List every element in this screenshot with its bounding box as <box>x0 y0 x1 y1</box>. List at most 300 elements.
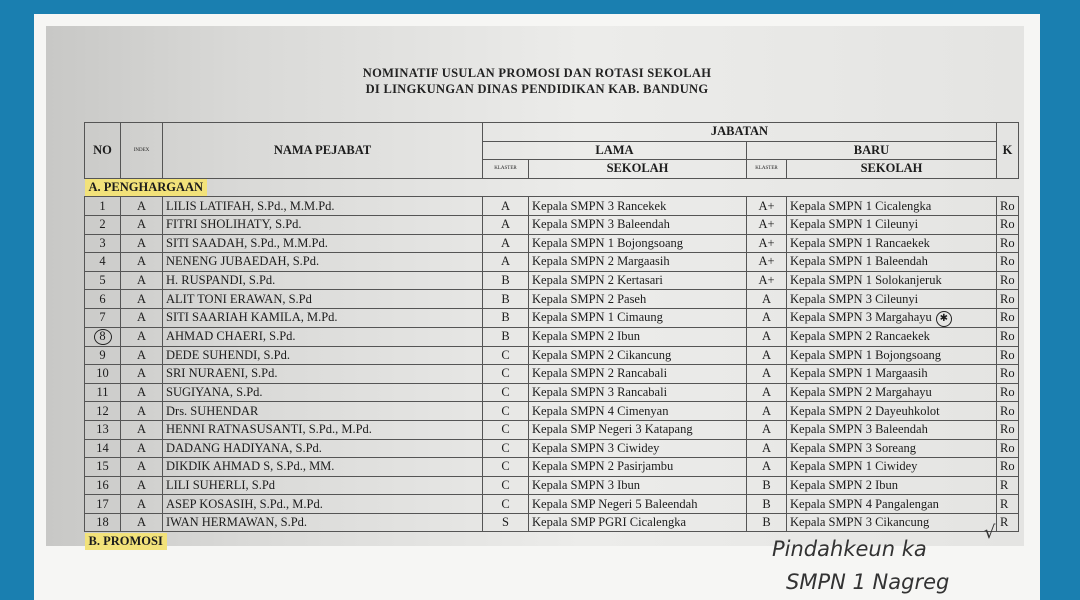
row-nama-pejabat-text: NENENG JUBAEDAH, S.Pd. <box>166 254 320 269</box>
row-klaster-baru <box>747 420 787 439</box>
row-klaster-lama-text: B <box>501 310 510 325</box>
row-klaster-lama <box>483 365 529 384</box>
row-sekolah-baru <box>787 439 997 458</box>
row-number-text: 13 <box>96 422 109 437</box>
row-nama-pejabat-text: SUGIYANA, S.Pd. <box>166 385 263 400</box>
row-keterangan <box>997 420 1019 439</box>
row-nama-pejabat-text: SITI SAADAH, S.Pd., M.M.Pd. <box>166 235 328 250</box>
row-number <box>85 253 121 272</box>
row-number-text: 8 <box>99 329 106 344</box>
row-number-text: 3 <box>99 235 106 250</box>
table-row <box>85 271 1019 290</box>
row-sekolah-lama <box>529 439 747 458</box>
row-sekolah-baru-text: Kepala SMPN 1 Ciwidey <box>790 459 918 474</box>
row-klaster-baru <box>747 234 787 253</box>
row-index-text: A <box>136 496 147 511</box>
row-index <box>121 308 163 327</box>
row-nama-pejabat <box>163 513 483 532</box>
row-number-text: 9 <box>99 347 106 362</box>
row-nama-pejabat <box>163 234 483 253</box>
row-number <box>85 383 121 402</box>
section-a-label: A. PENGHARGAAN <box>85 179 208 196</box>
header-ket: K <box>997 123 1019 179</box>
row-nama-pejabat-text: DADANG HADIYANA, S.Pd. <box>166 440 322 455</box>
row-sekolah-baru <box>787 420 997 439</box>
row-sekolah-lama <box>529 271 747 290</box>
row-keterangan-text: Ro <box>1000 422 1015 437</box>
row-nama-pejabat-text: DIKDIK AHMAD S, S.Pd., MM. <box>166 459 335 474</box>
row-keterangan <box>997 439 1019 458</box>
row-keterangan <box>997 476 1019 495</box>
row-klaster-lama <box>483 458 529 477</box>
row-nama-pejabat <box>163 495 483 514</box>
row-klaster-baru <box>747 402 787 421</box>
row-nama-pejabat <box>163 420 483 439</box>
row-klaster-baru-text: A <box>761 329 772 344</box>
row-sekolah-lama-text: Kepala SMPN 2 Kertasari <box>532 273 663 288</box>
row-index <box>121 365 163 384</box>
row-number <box>85 290 121 309</box>
row-sekolah-baru-text: Kepala SMPN 1 Baleendah <box>790 254 928 269</box>
row-klaster-lama <box>483 513 529 532</box>
row-klaster-lama <box>483 439 529 458</box>
row-index <box>121 458 163 477</box>
row-klaster-lama-text: C <box>501 403 510 418</box>
row-nama-pejabat <box>163 365 483 384</box>
circled-number-mark <box>94 329 112 345</box>
row-sekolah-baru-text: Kepala SMPN 2 Dayeuhkolot <box>790 403 940 418</box>
row-index-text: A <box>136 459 147 474</box>
row-index-text: A <box>136 217 147 232</box>
row-klaster-baru <box>747 439 787 458</box>
row-nama-pejabat <box>163 439 483 458</box>
row-index <box>121 346 163 365</box>
row-klaster-lama <box>483 402 529 421</box>
row-klaster-lama <box>483 495 529 514</box>
row-sekolah-lama-text: Kepala SMPN 4 Cimenyan <box>532 403 669 418</box>
row-number-text: 16 <box>96 477 109 492</box>
row-sekolah-baru <box>787 271 997 290</box>
header-row-1 <box>85 123 1019 142</box>
row-index-text: A <box>136 347 147 362</box>
row-index-text: A <box>136 235 147 250</box>
table-row <box>85 365 1019 384</box>
row-sekolah-baru-text: Kepala SMPN 3 Cileunyi <box>790 291 919 306</box>
row-sekolah-baru-text: Kepala SMPN 3 Baleendah <box>790 422 928 437</box>
row-sekolah-lama <box>529 327 747 346</box>
row-klaster-lama-text: C <box>501 385 510 400</box>
row-nama-pejabat-text: LILI SUHERLI, S.Pd <box>166 477 276 492</box>
row-keterangan-text: R <box>1000 477 1009 492</box>
row-index <box>121 476 163 495</box>
header-sekolah-baru: SEKOLAH <box>787 160 997 179</box>
row-sekolah-lama <box>529 308 747 327</box>
nominatif-table <box>84 122 1019 550</box>
row-keterangan-text: Ro <box>1000 459 1015 474</box>
row-number <box>85 513 121 532</box>
row-number-text: 2 <box>99 217 106 232</box>
row-klaster-baru-text: B <box>762 515 771 530</box>
row-klaster-lama-text: B <box>501 291 510 306</box>
row-klaster-baru <box>747 383 787 402</box>
table-row <box>85 253 1019 272</box>
row-keterangan-text: Ro <box>1000 291 1015 306</box>
row-keterangan-text: Ro <box>1000 403 1015 418</box>
row-sekolah-baru <box>787 383 997 402</box>
row-nama-pejabat <box>163 402 483 421</box>
row-number <box>85 215 121 234</box>
row-keterangan <box>997 458 1019 477</box>
row-sekolah-baru <box>787 495 997 514</box>
row-index-text: A <box>136 310 147 325</box>
row-klaster-baru <box>747 365 787 384</box>
asterisk-mark-icon: ✱ <box>936 311 952 327</box>
header-klaster-baru: KLASTER <box>747 160 787 179</box>
header-index: INDEX <box>121 123 163 179</box>
row-index <box>121 271 163 290</box>
row-sekolah-baru <box>787 290 997 309</box>
header-sekolah-lama: SEKOLAH <box>529 160 747 179</box>
row-index <box>121 495 163 514</box>
row-number <box>85 308 121 327</box>
row-klaster-lama-text: C <box>501 366 510 381</box>
row-index-text: A <box>136 385 147 400</box>
row-klaster-baru-text: A <box>761 366 772 381</box>
row-sekolah-lama-text: Kepala SMP PGRI Cicalengka <box>532 515 687 530</box>
header-jabatan: JABATAN <box>483 123 997 142</box>
row-sekolah-lama <box>529 346 747 365</box>
row-number <box>85 271 121 290</box>
row-klaster-baru-text: A+ <box>758 273 775 288</box>
row-number <box>85 458 121 477</box>
row-klaster-lama <box>483 253 529 272</box>
header-baru: BARU <box>747 141 997 160</box>
row-nama-pejabat-text: IWAN HERMAWAN, S.Pd. <box>166 515 308 530</box>
row-sekolah-lama <box>529 458 747 477</box>
row-klaster-lama <box>483 476 529 495</box>
row-nama-pejabat <box>163 197 483 216</box>
row-klaster-lama <box>483 327 529 346</box>
section-b-label: B. PROMOSI <box>85 533 167 550</box>
paper-sheet <box>34 14 1040 600</box>
row-number-text: 5 <box>99 273 106 288</box>
row-klaster-lama <box>483 420 529 439</box>
row-index <box>121 290 163 309</box>
handwritten-checkmark: √ <box>984 522 996 543</box>
row-sekolah-lama <box>529 290 747 309</box>
row-nama-pejabat <box>163 253 483 272</box>
row-sekolah-lama-text: Kepala SMPN 2 Margaasih <box>532 254 670 269</box>
row-keterangan <box>997 346 1019 365</box>
row-klaster-lama <box>483 271 529 290</box>
row-sekolah-lama <box>529 402 747 421</box>
row-nama-pejabat-text: FITRI SHOLIHATY, S.Pd. <box>166 217 302 232</box>
row-number <box>85 197 121 216</box>
row-number <box>85 234 121 253</box>
row-nama-pejabat-text: HENNI RATNASUSANTI, S.Pd., M.Pd. <box>166 422 372 437</box>
row-number-text: 6 <box>99 291 106 306</box>
row-sekolah-lama-text: Kepala SMP Negeri 5 Baleendah <box>532 496 698 511</box>
row-index <box>121 420 163 439</box>
row-nama-pejabat-text: ALIT TONI ERAWAN, S.Pd <box>166 291 312 306</box>
row-klaster-baru-text: B <box>762 496 771 511</box>
row-keterangan <box>997 197 1019 216</box>
row-sekolah-lama <box>529 420 747 439</box>
row-number <box>85 495 121 514</box>
row-number-text: 7 <box>99 310 106 325</box>
row-klaster-lama-text: C <box>501 347 510 362</box>
row-index <box>121 513 163 532</box>
row-keterangan-text: Ro <box>1000 198 1015 213</box>
row-klaster-lama-text: C <box>501 422 510 437</box>
row-index <box>121 197 163 216</box>
row-klaster-baru-text: A <box>761 385 772 400</box>
row-keterangan-text: Ro <box>1000 254 1015 269</box>
row-nama-pejabat-text: LILIS LATIFAH, S.Pd., M.M.Pd. <box>166 198 335 213</box>
row-keterangan <box>997 215 1019 234</box>
row-number-text: 14 <box>96 440 109 455</box>
row-klaster-baru-text: A+ <box>758 235 775 250</box>
row-index <box>121 253 163 272</box>
row-keterangan-text: Ro <box>1000 235 1015 250</box>
row-sekolah-lama-text: Kepala SMPN 2 Rancabali <box>532 366 668 381</box>
row-sekolah-baru <box>787 327 997 346</box>
row-number <box>85 327 121 346</box>
row-index <box>121 327 163 346</box>
row-sekolah-baru-text: Kepala SMPN 3 Margahayu <box>790 309 932 324</box>
header-no: NO <box>85 123 121 179</box>
row-index <box>121 439 163 458</box>
row-klaster-lama-text: C <box>501 459 510 474</box>
document-title-line2: DI LINGKUNGAN DINAS PENDIDIKAN KAB. BANDUNG <box>365 82 709 96</box>
row-sekolah-baru <box>787 234 997 253</box>
row-index <box>121 383 163 402</box>
row-index <box>121 215 163 234</box>
row-sekolah-lama-text: Kepala SMPN 1 Bojongsoang <box>532 235 684 250</box>
row-sekolah-lama <box>529 513 747 532</box>
row-index-text: A <box>136 198 147 213</box>
row-sekolah-baru-text: Kepala SMPN 1 Margaasih <box>790 366 928 381</box>
row-klaster-baru <box>747 308 787 327</box>
row-sekolah-baru-text: Kepala SMPN 1 Cicalengka <box>790 198 932 213</box>
row-index-text: A <box>136 422 147 437</box>
header-nama-pejabat: NAMA PEJABAT <box>163 123 483 179</box>
table-row <box>85 420 1019 439</box>
row-sekolah-baru-text: Kepala SMPN 1 Cileunyi <box>790 217 919 232</box>
row-sekolah-baru <box>787 346 997 365</box>
row-sekolah-baru-text: Kepala SMPN 2 Ibun <box>790 477 898 492</box>
table-row <box>85 234 1019 253</box>
row-number <box>85 365 121 384</box>
row-klaster-baru <box>747 253 787 272</box>
row-klaster-lama-text: A <box>500 198 511 213</box>
row-keterangan <box>997 308 1019 327</box>
row-number <box>85 476 121 495</box>
row-sekolah-lama <box>529 495 747 514</box>
row-keterangan <box>997 495 1019 514</box>
row-sekolah-baru <box>787 215 997 234</box>
row-number-text: 10 <box>96 366 109 381</box>
handwritten-note-line2: SMPN 1 Nagreg <box>786 570 950 594</box>
row-sekolah-lama-text: Kepala SMPN 2 Cikancung <box>532 347 672 362</box>
row-keterangan <box>997 290 1019 309</box>
row-klaster-lama-text: B <box>501 329 510 344</box>
row-klaster-baru <box>747 290 787 309</box>
row-sekolah-lama <box>529 197 747 216</box>
table-row <box>85 458 1019 477</box>
row-index-text: A <box>136 366 147 381</box>
row-klaster-lama <box>483 383 529 402</box>
row-index-text: A <box>136 477 147 492</box>
row-klaster-baru-text: A <box>761 403 772 418</box>
row-keterangan-text: Ro <box>1000 310 1015 325</box>
table-row <box>85 476 1019 495</box>
row-klaster-baru <box>747 513 787 532</box>
row-number-text: 4 <box>99 254 106 269</box>
row-sekolah-baru <box>787 402 997 421</box>
row-klaster-baru <box>747 346 787 365</box>
row-klaster-lama-text: A <box>500 254 511 269</box>
row-keterangan-text: R <box>1000 496 1009 511</box>
row-sekolah-lama <box>529 365 747 384</box>
row-keterangan <box>997 383 1019 402</box>
row-nama-pejabat-text: DEDE SUHENDI, S.Pd. <box>166 347 290 362</box>
table-row <box>85 402 1019 421</box>
row-keterangan <box>997 327 1019 346</box>
row-nama-pejabat <box>163 290 483 309</box>
table-row <box>85 346 1019 365</box>
row-sekolah-lama-text: Kepala SMPN 3 Baleendah <box>532 217 670 232</box>
row-klaster-baru <box>747 495 787 514</box>
table-row <box>85 513 1019 532</box>
row-number-text: 17 <box>96 496 109 511</box>
row-klaster-baru-text: A+ <box>758 217 775 232</box>
row-klaster-lama-text: A <box>500 217 511 232</box>
row-klaster-lama <box>483 290 529 309</box>
row-index-text: A <box>136 273 147 288</box>
row-keterangan <box>997 234 1019 253</box>
row-keterangan-text: Ro <box>1000 329 1015 344</box>
row-keterangan <box>997 402 1019 421</box>
table-row <box>85 495 1019 514</box>
table-row <box>85 327 1019 346</box>
row-number-text: 12 <box>96 403 109 418</box>
row-sekolah-baru <box>787 365 997 384</box>
row-sekolah-lama-text: Kepala SMPN 2 Ibun <box>532 329 640 344</box>
row-nama-pejabat-text: AHMAD CHAERI, S.Pd. <box>166 329 296 344</box>
row-sekolah-lama-text: Kepala SMPN 3 Rancabali <box>532 385 668 400</box>
row-sekolah-lama-text: Kepala SMPN 1 Cimaung <box>532 310 663 325</box>
table-row <box>85 215 1019 234</box>
row-index-text: A <box>136 329 147 344</box>
row-sekolah-lama-text: Kepala SMPN 2 Paseh <box>532 291 647 306</box>
row-nama-pejabat <box>163 308 483 327</box>
table-row <box>85 197 1019 216</box>
row-sekolah-baru-text: Kepala SMPN 3 Cikancung <box>790 515 930 530</box>
row-nama-pejabat <box>163 346 483 365</box>
row-klaster-lama-text: A <box>500 235 511 250</box>
row-klaster-baru <box>747 458 787 477</box>
row-nama-pejabat <box>163 271 483 290</box>
row-nama-pejabat <box>163 327 483 346</box>
row-klaster-baru-text: A <box>761 310 772 325</box>
row-klaster-lama <box>483 234 529 253</box>
row-sekolah-lama-text: Kepala SMPN 3 Ciwidey <box>532 440 660 455</box>
row-sekolah-baru-text: Kepala SMPN 3 Soreang <box>790 440 917 455</box>
header-lama: LAMA <box>483 141 747 160</box>
row-klaster-baru-text: A <box>761 459 772 474</box>
row-sekolah-baru-text: Kepala SMPN 1 Bojongsoang <box>790 347 942 362</box>
row-klaster-lama <box>483 346 529 365</box>
row-keterangan <box>997 253 1019 272</box>
row-sekolah-baru <box>787 253 997 272</box>
row-klaster-baru <box>747 327 787 346</box>
table-row <box>85 383 1019 402</box>
row-number <box>85 439 121 458</box>
row-nama-pejabat-text: Drs. SUHENDAR <box>166 403 259 418</box>
row-sekolah-baru-text: Kepala SMPN 4 Pangalengan <box>790 496 939 511</box>
row-nama-pejabat-text: ASEP KOSASIH, S.Pd., M.Pd. <box>166 496 323 511</box>
row-klaster-lama-text: S <box>502 515 509 530</box>
document-title-line1: NOMINATIF USULAN PROMOSI DAN ROTASI SEKOLAH <box>362 66 712 80</box>
row-nama-pejabat-text: SRI NURAENI, S.Pd. <box>166 366 278 381</box>
row-klaster-baru-text: A <box>761 347 772 362</box>
row-index-text: A <box>136 403 147 418</box>
row-nama-pejabat <box>163 215 483 234</box>
row-klaster-lama <box>483 197 529 216</box>
row-sekolah-baru-text: Kepala SMPN 1 Solokanjeruk <box>790 273 942 288</box>
row-nama-pejabat <box>163 458 483 477</box>
row-sekolah-baru <box>787 513 997 532</box>
row-keterangan-text: Ro <box>1000 366 1015 381</box>
row-index-text: A <box>136 440 147 455</box>
row-sekolah-lama <box>529 383 747 402</box>
row-number <box>85 346 121 365</box>
section-a-row <box>85 178 1019 197</box>
row-nama-pejabat <box>163 476 483 495</box>
row-nama-pejabat-text: H. RUSPANDI, S.Pd. <box>166 273 276 288</box>
row-klaster-lama-text: C <box>501 477 510 492</box>
row-sekolah-lama-text: Kepala SMPN 3 Ibun <box>532 477 640 492</box>
row-klaster-baru-text: A <box>761 422 772 437</box>
row-number-text: 18 <box>96 515 109 530</box>
header-klaster-lama: KLASTER <box>483 160 529 179</box>
row-keterangan <box>997 365 1019 384</box>
row-index <box>121 234 163 253</box>
row-index <box>121 402 163 421</box>
row-sekolah-baru <box>787 308 997 327</box>
row-klaster-baru-text: A+ <box>758 254 775 269</box>
row-sekolah-lama-text: Kepala SMPN 3 Rancekek <box>532 198 667 213</box>
row-klaster-lama-text: C <box>501 496 510 511</box>
row-keterangan-text: Ro <box>1000 217 1015 232</box>
row-number <box>85 420 121 439</box>
row-klaster-baru-text: A <box>761 440 772 455</box>
row-klaster-lama-text: C <box>501 440 510 455</box>
row-klaster-lama <box>483 215 529 234</box>
row-nama-pejabat-text: SITI SAARIAH KAMILA, M.Pd. <box>166 310 338 325</box>
row-klaster-baru-text: A <box>761 291 772 306</box>
row-index-text: A <box>136 515 147 530</box>
row-klaster-baru <box>747 476 787 495</box>
row-index-text: A <box>136 254 147 269</box>
row-klaster-baru-text: B <box>762 477 771 492</box>
row-number-text: 1 <box>99 198 106 213</box>
row-sekolah-lama-text: Kepala SMP Negeri 3 Katapang <box>532 422 693 437</box>
row-klaster-baru <box>747 197 787 216</box>
row-sekolah-baru-text: Kepala SMPN 2 Rancaekek <box>790 329 930 344</box>
row-keterangan <box>997 271 1019 290</box>
